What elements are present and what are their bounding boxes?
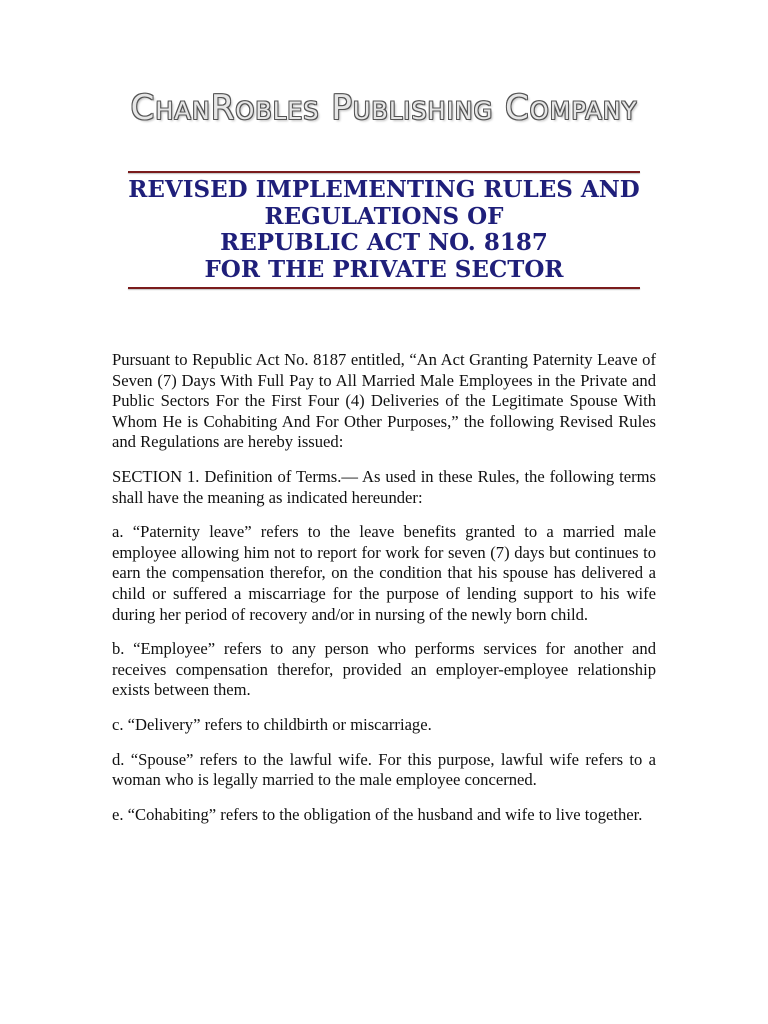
- preamble-paragraph: Pursuant to Republic Act No. 8187 entitled, “An Act Granting Paternity Leave of Seven (7) Days With Full Pay to All Married Male Employees in the Private and Public Sectors For the First Four (4) Deliveries of the Legitimate Spouse With Whom He is Cohabiting And For Other Purposes,” the following Revised Rules and Regulations are hereby issued:: [112, 350, 656, 452]
- title-rule-bottom: [128, 287, 640, 289]
- document-body: [112, 350, 656, 839]
- title-line-4: FOR THE PRIVATE SECTOR: [204, 256, 564, 283]
- document-title: [100, 176, 668, 284]
- definition-delivery: c. “Delivery” refers to childbirth or miscarriage.: [112, 714, 432, 734]
- definition-employee: b. “Employee” refers to any person who performs services for another and receives compensation therefor, provided an employer-employee relationship exists between them.: [112, 639, 656, 700]
- definition-cohabiting: e. “Cohabiting” refers to the obligation of the husband and wife to live together.: [112, 804, 643, 824]
- definition-paternity-leave: a. “Paternity leave” refers to the leave benefits granted to a married male employee allowing him not to report for work for seven (7) days but continues to earn the compensation therefor, on the condition that his spouse has delivered a child or suffered a miscarriage for the purpose of lending support to his wife during her period of recovery and/or in nursing of the newly born child.: [112, 522, 656, 624]
- title-line-2: REGULATIONS OF: [264, 203, 504, 230]
- title-rule-top: [128, 171, 640, 173]
- section-1-heading-paragraph: SECTION 1. Definition of Terms.— As used in these Rules, the following terms shall have the meaning as indicated hereunder:: [112, 466, 656, 507]
- title-line-3: REPUBLIC ACT NO. 8187: [220, 229, 548, 256]
- definition-spouse: d. “Spouse” refers to the lawful wife. For this purpose, lawful wife refers to a woman who is legally married to the male employee concerned.: [112, 749, 656, 790]
- title-line-1: REVISED IMPLEMENTING RULES AND: [128, 176, 640, 203]
- publisher-logo-text: ChanRobles Publishing Company: [130, 88, 638, 128]
